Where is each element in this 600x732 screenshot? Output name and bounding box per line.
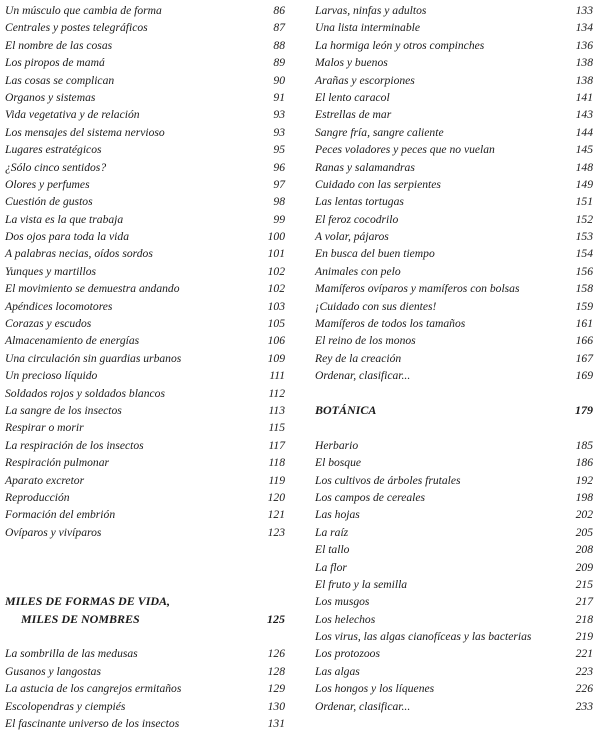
entry-page-number: 93 (273, 125, 285, 139)
spacer (5, 576, 285, 593)
toc-entry (315, 193, 593, 210)
toc-entry (315, 350, 593, 367)
toc-entry (315, 245, 593, 262)
entry-title: El lento caracol (315, 90, 390, 104)
entry-title: Ranas y salamandras (315, 160, 415, 174)
toc-list (315, 437, 593, 715)
entry-page-number: 208 (575, 543, 593, 557)
entry-page-number: 119 (268, 473, 285, 487)
toc-entry (5, 263, 285, 280)
toc-entry (315, 628, 593, 645)
entry-page-number: 138 (575, 73, 593, 87)
entry-title: Mamíferos de todos los tamaños (315, 317, 466, 331)
toc-left-column (5, 2, 285, 732)
entry-title: Los protozoos (315, 647, 380, 661)
toc-entry (5, 37, 285, 54)
entry-title: Cuestión de gustos (5, 195, 93, 209)
toc-entry (5, 715, 285, 732)
entry-title: Los virus, las algas cianofíceas y las bacterias (315, 630, 532, 644)
toc-entry (5, 350, 285, 367)
toc-entry (315, 541, 593, 558)
toc-entry (5, 106, 285, 123)
entry-page-number: 166 (575, 334, 593, 348)
entry-title: Formación del embrión (5, 508, 116, 522)
entry-page-number: 100 (267, 230, 285, 244)
toc-entry (315, 645, 593, 662)
toc-entry (315, 263, 593, 280)
toc-entry (315, 576, 593, 593)
toc-entry (315, 506, 593, 523)
entry-title: Mamíferos ovíparos y mamíferos con bolsas (315, 282, 520, 296)
entry-page-number: 89 (273, 56, 285, 70)
entry-page-number: 215 (575, 577, 593, 591)
entry-title: El feroz cocodrilo (315, 212, 399, 226)
toc-entry (315, 698, 593, 715)
entry-page-number: 134 (575, 21, 593, 35)
toc-section-heading (5, 593, 285, 610)
toc-list (315, 2, 593, 385)
toc-entry (5, 228, 285, 245)
entry-title: Organos y sistemas (5, 90, 96, 104)
toc-entry (5, 124, 285, 141)
entry-title: Vida vegetativa y de relación (5, 108, 140, 122)
toc-entry (5, 193, 285, 210)
toc-entry (5, 663, 285, 680)
toc-entry (315, 228, 593, 245)
entry-page-number: 219 (575, 630, 593, 644)
entry-title: Escolopendras y ciempiés (5, 699, 126, 713)
toc-list (5, 2, 285, 541)
spacer (5, 559, 285, 576)
entry-page-number: 95 (273, 143, 285, 157)
entry-title: Peces voladores y peces que no vuelan (315, 143, 495, 157)
entry-title: Soldados rojos y soldados blancos (5, 386, 165, 400)
entry-title: La sombrilla de las medusas (5, 647, 138, 661)
entry-page-number: 111 (269, 369, 285, 383)
entry-page-number: 101 (267, 247, 285, 261)
entry-title: El fascinante universo de los insectos (5, 717, 180, 731)
entry-page-number: 149 (575, 177, 593, 191)
entry-page-number: 167 (575, 351, 593, 365)
toc-entry (5, 298, 285, 315)
entry-page-number: 105 (267, 317, 285, 331)
entry-title: La astucia de los cangrejos ermitaños (5, 682, 182, 696)
toc-entry (315, 472, 593, 489)
entry-title: Herbario (315, 438, 359, 452)
toc-entry (315, 367, 593, 384)
entry-page-number: 221 (575, 647, 593, 661)
toc-entry (5, 506, 285, 523)
entry-title: La vista es la que trabaja (5, 212, 124, 226)
entry-title: Reproducción (5, 490, 70, 504)
toc-entry (315, 437, 593, 454)
entry-page-number: 90 (273, 73, 285, 87)
entry-title: Ovíparos y vivíparos (5, 525, 102, 539)
entry-title: Yunques y martillos (5, 264, 97, 278)
entry-page-number: 102 (267, 282, 285, 296)
toc-entry (5, 89, 285, 106)
entry-page-number: 186 (575, 456, 593, 470)
entry-page-number: 113 (268, 403, 285, 417)
entry-title: Las lentas tortugas (315, 195, 404, 209)
entry-title: Lugares estratégicos (5, 143, 102, 157)
entry-title: Malos y buenos (315, 56, 388, 70)
entry-title: Estrellas de mar (315, 108, 392, 122)
entry-title: Almacenamiento de energías (5, 334, 140, 348)
toc-entry (315, 37, 593, 54)
entry-page-number: 148 (575, 160, 593, 174)
entry-page-number: 129 (267, 682, 285, 696)
entry-title: ¡Cuidado con sus dientes! (315, 299, 437, 313)
entry-title: Los campos de cereales (315, 490, 426, 504)
toc-entry (5, 176, 285, 193)
toc-entry (5, 141, 285, 158)
entry-title: Ordenar, clasificar... (315, 699, 411, 713)
toc-entry (5, 19, 285, 36)
entry-page-number: 126 (267, 647, 285, 661)
toc-entry (315, 19, 593, 36)
entry-title: Una circulación sin guardias urbanos (5, 351, 182, 365)
toc-entry (315, 680, 593, 697)
section-page-number: 179 (575, 402, 593, 417)
section-title-line2: MILES DE NOMBRES (21, 611, 140, 626)
entry-title: Rey de la creación (315, 351, 402, 365)
entry-title: En busca del buen tiempo (315, 247, 435, 261)
entry-page-number: 131 (267, 717, 285, 731)
entry-page-number: 118 (268, 456, 285, 470)
toc-entry (315, 176, 593, 193)
entry-title: Respiración pulmonar (5, 456, 110, 470)
entry-title: Larvas, ninfas y adultos (315, 4, 427, 17)
entry-page-number: 133 (575, 4, 593, 17)
toc-entry (5, 280, 285, 297)
entry-title: La sangre de los insectos (5, 403, 122, 417)
toc-entry (315, 124, 593, 141)
entry-page-number: 121 (267, 508, 285, 522)
entry-title: Aparato excretor (5, 473, 85, 487)
entry-title: El bosque (315, 456, 362, 470)
entry-title: El tallo (315, 543, 350, 557)
entry-title: Los musgos (315, 595, 370, 609)
toc-entry (5, 489, 285, 506)
toc-entry (315, 298, 593, 315)
entry-page-number: 144 (575, 125, 593, 139)
entry-page-number: 117 (268, 438, 285, 452)
entry-title: Las hojas (315, 508, 360, 522)
entry-page-number: 123 (267, 525, 285, 539)
entry-title: Ordenar, clasificar... (315, 369, 411, 383)
toc-entry (5, 72, 285, 89)
entry-title: El nombre de las cosas (5, 38, 113, 52)
entry-title: Los cultivos de árboles frutales (315, 473, 461, 487)
spacer (315, 385, 593, 402)
toc-entry (315, 54, 593, 71)
entry-title: El movimiento se demuestra andando (5, 282, 180, 296)
entry-page-number: 153 (575, 230, 593, 244)
entry-page-number: 185 (575, 438, 593, 452)
entry-page-number: 156 (575, 264, 593, 278)
entry-title: Un precioso líquido (5, 369, 98, 383)
entry-page-number: 106 (267, 334, 285, 348)
entry-title: A palabras necias, oídos sordos (5, 247, 153, 261)
toc-entry (5, 402, 285, 419)
entry-page-number: 130 (267, 699, 285, 713)
entry-page-number: 205 (575, 525, 593, 539)
entry-page-number: 143 (575, 108, 593, 122)
entry-page-number: 217 (575, 595, 593, 609)
toc-entry (5, 437, 285, 454)
entry-page-number: 88 (273, 38, 285, 52)
toc-entry (5, 332, 285, 349)
entry-title: Cuidado con las serpientes (315, 177, 441, 191)
entry-page-number: 161 (575, 317, 593, 331)
toc-entry (5, 419, 285, 436)
entry-title: Animales con pelo (315, 264, 401, 278)
toc-entry (5, 454, 285, 471)
toc-entry (5, 54, 285, 71)
entry-page-number: 141 (575, 90, 593, 104)
entry-title: La hormiga león y otros compinches (315, 38, 485, 52)
toc-entry (315, 89, 593, 106)
entry-page-number: 102 (267, 264, 285, 278)
toc-entry (5, 524, 285, 541)
section-title-line1: MILES DE FORMAS DE VIDA, (5, 594, 171, 609)
entry-page-number: 154 (575, 247, 593, 261)
toc-entry (5, 645, 285, 662)
toc-entry (315, 559, 593, 576)
entry-page-number: 202 (575, 508, 593, 522)
spacer (5, 541, 285, 558)
entry-page-number: 151 (575, 195, 593, 209)
entry-page-number: 87 (273, 21, 285, 35)
entry-title: Los mensajes del sistema nervioso (5, 125, 165, 139)
entry-title: El fruto y la semilla (315, 577, 408, 591)
toc-entry (315, 663, 593, 680)
entry-page-number: 115 (268, 421, 285, 435)
entry-title: Dos ojos para toda la vida (5, 230, 129, 244)
entry-title: Apéndices locomotores (5, 299, 113, 313)
toc-list (5, 645, 285, 732)
entry-title: Las algas (315, 664, 360, 678)
toc-entry (315, 2, 593, 19)
entry-page-number: 86 (273, 4, 285, 17)
entry-title: Olores y perfumes (5, 177, 90, 191)
section-page-number: 125 (267, 611, 285, 626)
spacer (315, 419, 593, 436)
entry-page-number: 120 (267, 490, 285, 504)
toc-entry (315, 159, 593, 176)
entry-page-number: 109 (267, 351, 285, 365)
entry-page-number: 209 (575, 560, 593, 574)
entry-page-number: 97 (273, 177, 285, 191)
toc-section-heading-line2 (5, 611, 285, 628)
toc-entry (5, 698, 285, 715)
entry-title: Gusanos y langostas (5, 664, 101, 678)
entry-title: La raíz (315, 525, 349, 539)
toc-entry (315, 454, 593, 471)
entry-page-number: 128 (267, 664, 285, 678)
toc-entry (5, 680, 285, 697)
toc-section-heading (315, 402, 593, 419)
entry-title: Una lista interminable (315, 21, 420, 35)
toc-entry (315, 315, 593, 332)
entry-page-number: 158 (575, 282, 593, 296)
toc-entry (5, 315, 285, 332)
entry-page-number: 112 (268, 386, 285, 400)
entry-title: La respiración de los insectos (5, 438, 144, 452)
entry-page-number: 96 (273, 160, 285, 174)
entry-page-number: 99 (273, 212, 285, 226)
entry-page-number: 226 (575, 682, 593, 696)
toc-entry (315, 611, 593, 628)
toc-entry (315, 211, 593, 228)
entry-page-number: 223 (575, 664, 593, 678)
entry-title: A volar, pájaros (315, 230, 389, 244)
entry-page-number: 93 (273, 108, 285, 122)
toc-entry (5, 159, 285, 176)
entry-title: Corazas y escudos (5, 317, 92, 331)
entry-title: Sangre fría, sangre caliente (315, 125, 444, 139)
toc-entry (315, 332, 593, 349)
entry-page-number: 169 (575, 369, 593, 383)
toc-entry (315, 489, 593, 506)
entry-title: Arañas y escorpiones (315, 73, 415, 87)
toc-entry (5, 385, 285, 402)
spacer (5, 628, 285, 645)
entry-page-number: 198 (575, 490, 593, 504)
entry-title: Centrales y postes telegráficos (5, 21, 148, 35)
entry-page-number: 233 (575, 699, 593, 713)
toc-right-column (315, 2, 593, 715)
entry-page-number: 152 (575, 212, 593, 226)
toc-entry (315, 593, 593, 610)
entry-title: Un músculo que cambia de forma (5, 4, 162, 17)
entry-title: Los piropos de mamá (5, 56, 105, 70)
entry-page-number: 145 (575, 143, 593, 157)
toc-entry (315, 524, 593, 541)
toc-entry (5, 2, 285, 19)
section-title: BOTÁNICA (315, 402, 377, 417)
entry-title: Las cosas se complican (5, 73, 115, 87)
toc-entry (315, 72, 593, 89)
toc-entry (5, 211, 285, 228)
entry-page-number: 103 (267, 299, 285, 313)
entry-title: Los helechos (315, 612, 376, 626)
toc-entry (5, 245, 285, 262)
entry-title: La flor (315, 560, 347, 574)
entry-title: ¿Sólo cinco sentidos? (5, 160, 107, 174)
entry-page-number: 136 (575, 38, 593, 52)
toc-entry (5, 472, 285, 489)
entry-page-number: 138 (575, 56, 593, 70)
entry-title: Respirar o morir (5, 421, 84, 435)
entry-page-number: 98 (273, 195, 285, 209)
toc-entry (315, 141, 593, 158)
entry-title: Los hongos y los líquenes (315, 682, 435, 696)
entry-page-number: 218 (575, 612, 593, 626)
entry-page-number: 159 (575, 299, 593, 313)
toc-entry (315, 106, 593, 123)
entry-title: El reino de los monos (315, 334, 416, 348)
entry-page-number: 91 (273, 90, 285, 104)
toc-entry (315, 280, 593, 297)
toc-entry (5, 367, 285, 384)
entry-page-number: 192 (575, 473, 593, 487)
